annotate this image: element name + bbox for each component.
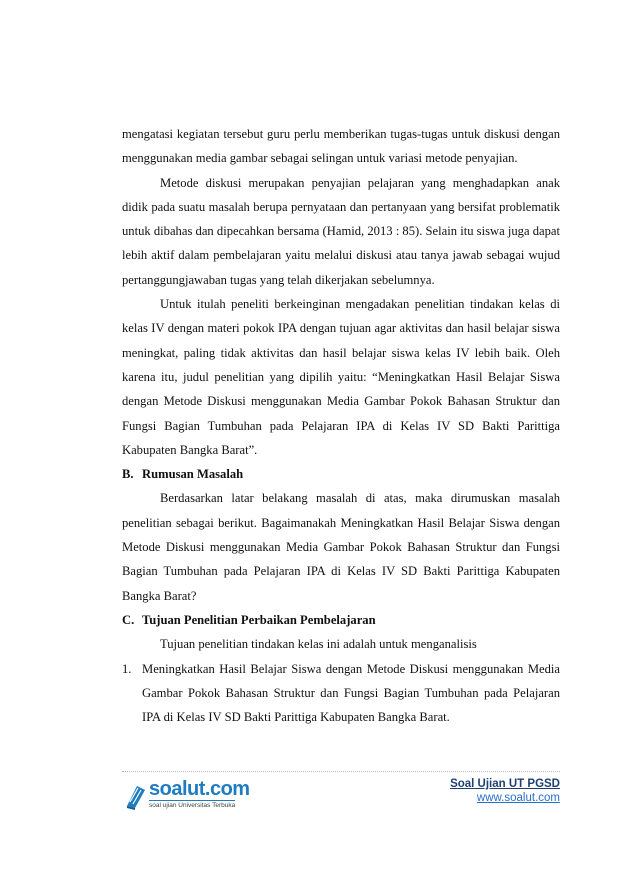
paragraph-continuation: mengatasi kegiatan tersebut guru perlu memberikan tugas-tugas untuk diskusi dengan menggunakan media gambar sebagai selingan untuk variasi metode penyajian. bbox=[122, 127, 560, 166]
section-b-title: Rumusan Masalah bbox=[142, 467, 244, 482]
section-c-heading bbox=[122, 608, 560, 632]
paragraph-judul-penelitian: Untuk itulah peneliti berkeinginan mengadakan penelitian tindakan kelas di kelas IV dengan materi pokok IPA dengan tujuan agar aktivitas dan hasil belajar siswa meningkat, paling tidak aktivitas dan hasil belajar siswa kelas IV lebih baik. Oleh karena itu, judul penelitian yang dipilih yaitu: “Meningkatkan Hasil Belajar Siswa dengan Metode Diskusi menggunakan Media Gambar Pokok Bahasan Struktur dan Fungsi Bagian Tumbuhan pada Pelajaran IPA di Kelas IV SD Bakti Parittiga Kabupaten Bangka Barat”. bbox=[122, 297, 560, 457]
logo-tagline: soal ujian Universitas Terbuka bbox=[149, 802, 236, 809]
paragraph-metode-diskusi: Metode diskusi merupakan penyajian pelajaran yang menghadapkan anak didik pada suatu masalah berupa pernyataan dan pertanyaan yang bersifat problematik untuk dibahas dan dipecahkan bersama (Hamid, 2013 : 85). Selain itu siswa juga dapat lebih aktif dalam pembelajaran yaitu melalui diskusi atau tanya jawab sebagai wujud pertanggungjawaban tugas yang telah dikerjakan sebelumnya. bbox=[122, 175, 560, 287]
logo-name: soalut.com bbox=[149, 778, 250, 800]
list-item-number: 1. bbox=[122, 661, 132, 676]
section-b-number: B. bbox=[122, 467, 134, 482]
section-c-number: C. bbox=[122, 612, 135, 627]
footer-divider bbox=[122, 771, 560, 772]
list-item-text: Meningkatkan Hasil Belajar Siswa dengan Metode Diskusi menggunakan Media Gambar Pokok Bahasan Struktur dan Fungsi Bagian Tumbuhan pada Pelajaran IPA di Kelas IV SD Bakti Parittiga Kabupaten Bangka Barat. bbox=[142, 661, 560, 725]
list-item bbox=[122, 657, 560, 730]
footer-info bbox=[450, 778, 560, 804]
footer-title: Soal Ujian UT PGSD bbox=[450, 778, 560, 790]
section-c-intro: Tujuan penelitian tindakan kelas ini adalah untuk menganalisis bbox=[160, 637, 477, 652]
footer-logo bbox=[125, 778, 250, 814]
footer-link[interactable]: www.soalut.com bbox=[476, 792, 560, 804]
section-c-title: Tujuan Penelitian Perbaikan Pembelajaran bbox=[142, 612, 376, 627]
section-b-heading bbox=[122, 462, 560, 486]
section-b-text: Berdasarkan latar belakang masalah di atas, maka dirumuskan masalah penelitian sebagai berikut. Bagaimanakah Meningkatkan Hasil Belajar Siswa dengan Metode Diskusi menggunakan Media Gambar Pokok Bahasan Struktur dan Fungsi Bagian Tumbuhan pada Pelajaran IPA di Kelas IV SD Bakti Parittiga Kabupaten Bangka Barat? bbox=[122, 491, 560, 603]
body-text bbox=[122, 122, 560, 729]
books-icon bbox=[125, 780, 147, 810]
